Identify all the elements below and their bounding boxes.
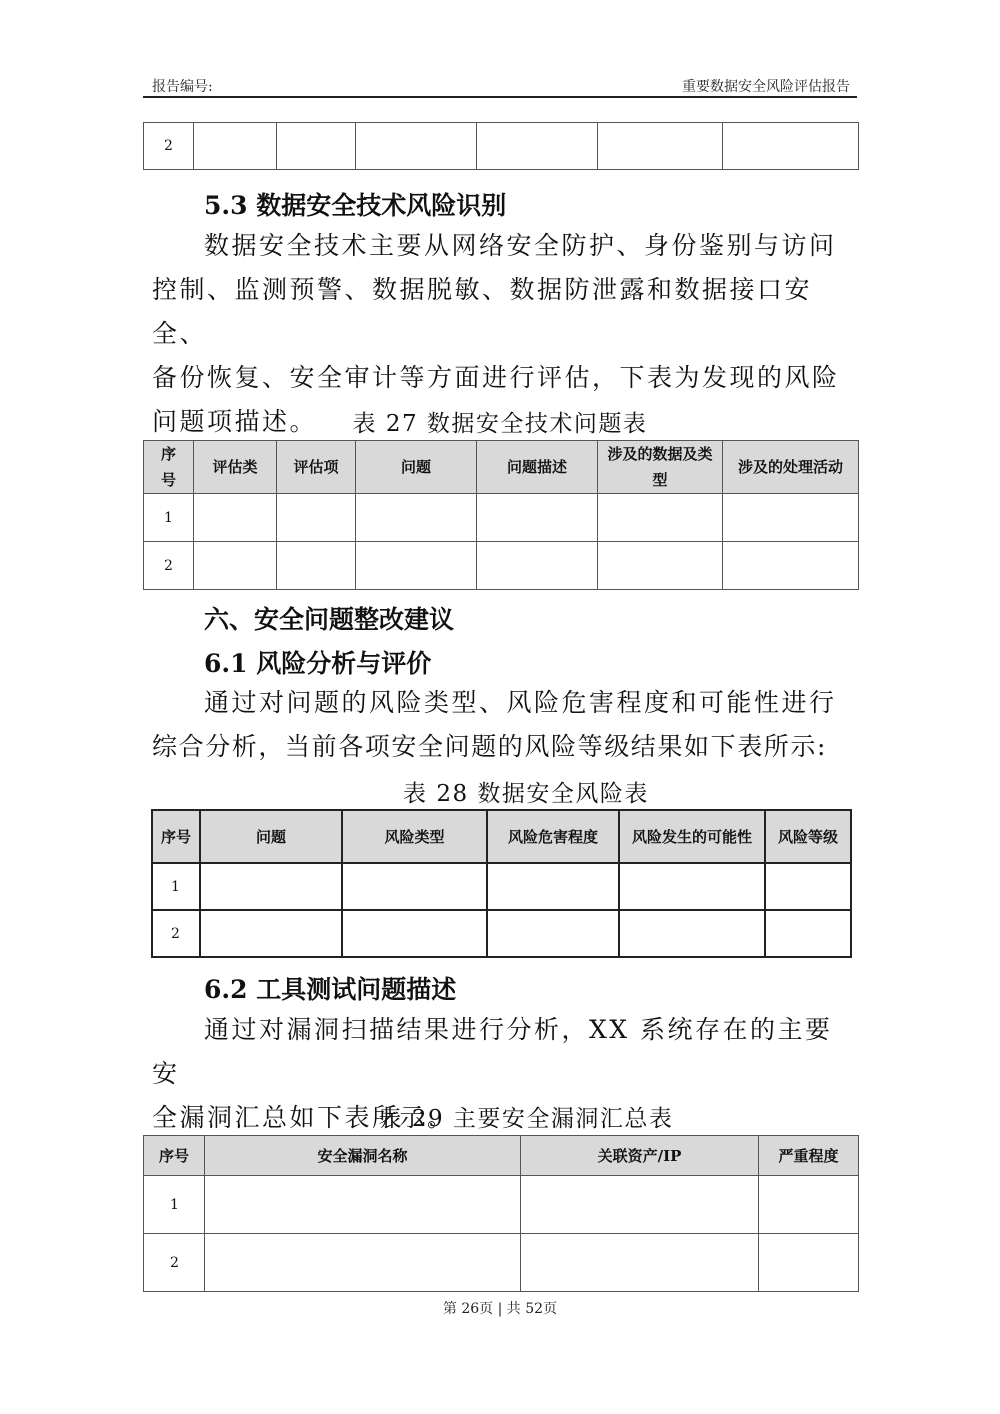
table-row (144, 123, 859, 170)
table-header-row (144, 1136, 859, 1176)
table-28-caption: 表 28 数据安全风险表 (403, 781, 649, 807)
table-27-caption: 表 27 数据安全技术问题表 (352, 411, 648, 437)
col-header-seq: 序号 (144, 1136, 205, 1176)
row-number: 2 (144, 542, 194, 590)
col-header-issue-desc: 问题描述 (477, 441, 598, 494)
table-29-caption: 表 29 主要安全漏洞汇总表 (378, 1106, 674, 1132)
table-row (152, 863, 851, 910)
section-6-2-heading: 6.2 工具测试问题描述 (204, 975, 457, 1004)
row-number: 1 (144, 1176, 205, 1234)
col-header-seq: 序号 (152, 810, 200, 863)
col-header-asset-ip: 关联资产/IP (521, 1136, 759, 1176)
col-header-seq: 序号 (144, 441, 194, 494)
col-header-risk-severity: 风险危害程度 (487, 810, 619, 863)
table-row (144, 1176, 859, 1234)
col-header-issue: 问题 (200, 810, 342, 863)
report-title: 重要数据安全风险评估报告 (682, 79, 850, 95)
row-number: 2 (152, 910, 200, 957)
section-6-heading: 六、安全问题整改建议 (204, 605, 455, 634)
table-27 (143, 440, 859, 590)
section-6-1-paragraph: 通过对问题的风险类型、风险危害程度和可能性进行 综合分析，当前各项安全问题的风险等级结果如下表所示: (152, 688, 837, 761)
col-header-data-type: 涉及的数据及类型 (598, 441, 723, 494)
section-6-1-heading: 6.1 风险分析与评价 (204, 649, 432, 678)
header-divider (143, 96, 857, 98)
table-29 (143, 1135, 859, 1292)
col-header-issue: 问题 (356, 441, 477, 494)
col-header-severity: 严重程度 (759, 1136, 859, 1176)
section-5-3-paragraph: 数据安全技术主要从网络安全防护、身份鉴别与访问 控制、监测预警、数据脱敏、数据防泄露和数据接口安全、 备份恢复、安全审计等方面进行评估，下表为发现的风险 问题项描述。 (152, 231, 840, 436)
table-row (152, 910, 851, 957)
col-header-activity: 涉及的处理活动 (723, 441, 859, 494)
section-6-2-paragraph: 通过对漏洞扫描结果进行分析，XX 系统存在的主要安 全漏洞汇总如下表所示。 (152, 1015, 833, 1132)
col-header-item: 评估项 (277, 441, 356, 494)
table-header-row (144, 441, 859, 494)
continued-table-fragment (143, 122, 859, 170)
col-header-category: 评估类 (194, 441, 277, 494)
table-row (144, 494, 859, 542)
col-header-vuln-name: 安全漏洞名称 (205, 1136, 521, 1176)
col-header-risk-likelihood: 风险发生的可能性 (619, 810, 765, 863)
col-header-risk-type: 风险类型 (342, 810, 487, 863)
row-number: 2 (144, 1234, 205, 1292)
table-28 (151, 809, 852, 958)
section-5-3-heading: 5.3 数据安全技术风险识别 (204, 191, 507, 220)
table-header-row (152, 810, 851, 863)
table-row (144, 542, 859, 590)
table-row (144, 1234, 859, 1292)
row-number: 2 (144, 123, 194, 170)
row-number: 1 (144, 494, 194, 542)
row-number: 1 (152, 863, 200, 910)
col-header-risk-level: 风险等级 (765, 810, 851, 863)
page-number: 第 26页 | 共 52页 (442, 1301, 558, 1317)
report-number-label: 报告编号: (152, 79, 213, 95)
